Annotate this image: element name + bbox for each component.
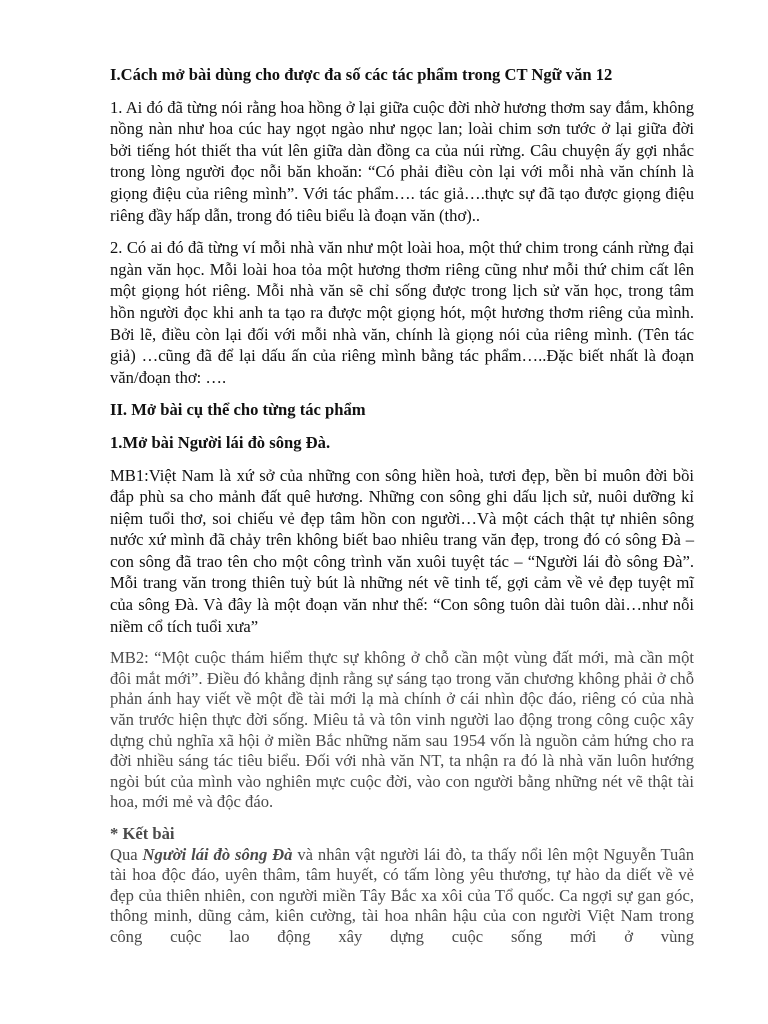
paragraph-opening-1: 1. Ai đó đã từng nói rằng hoa hồng ở lại giữa cuộc đời nhờ hương thơm say đắm, không nồng nàn như hoa cúc hay ngọt ngào như ngọc lan; loài chim sơn tước ở lại giữa đời bởi tiếng hót thiết tha vút lên giữa dàn đồng ca của núi rừng. Câu chuyện ấy gợi nhắc trong lòng người đọc nỗi băn khoăn: “Có phải điều còn lại với mỗi nhà văn chính là giọng điệu của riêng mình”. Với tác phẩm…. tác giả….thực sự đã tạo được giọng điệu riêng đầy hấp dẫn, trong đó tiêu biểu là đoạn văn (thơ).. xyxy=(110,97,694,225)
conclusion-prefix: Qua xyxy=(110,844,143,864)
conclusion-body: và nhân vật người lái đò, ta thấy nổi lên một Nguyễn Tuân tài hoa độc đáo, uyên thâm, tâm huyết, có tấm lòng yêu thương, tự hào da diết về vẻ đẹp của thiên nhiên, con người miền Tây Bắc xa xôi của Tổ quốc. Ca ngợi sự gan góc, thông minh, dũng cảm, kiên cường, tài hoa nhân hậu của con người Việt Nam trong công cuộc lao động xây dựng cuộc sống mới ở vùng xyxy=(110,844,694,946)
document-page xyxy=(110,64,694,948)
paragraph-mb1: MB1:Việt Nam là xứ sở của những con sông hiền hoà, tươi đẹp, bền bỉ muôn đời bồi đắp phù sa cho mảnh đất quê hương. Những con sông ghi dấu lịch sử, nuôi dưỡng kỉ niệm tuổi thơ, soi chiếu vẻ đẹp tâm hồn con người…Và một cách thật tự nhiên sông nước xứ mình đã chảy trên không biết bao nhiêu trang văn đẹp, trong đó có sông Đà – con sông đã trao tên cho một công trình văn xuôi tuyệt tác – “Người lái đò sông Đà”. Mỗi trang văn trong thiên tuỳ bút là những nét vẽ tinh tế, gợi cảm về vẻ đẹp tuyệt mĩ của sông Đà. Và đây là một đoạn văn như thế: “Con sông tuôn dài tuôn dài…như nỗi niềm cổ tích tuổi xưa” xyxy=(110,465,694,636)
conclusion-heading: * Kết bài xyxy=(110,824,175,843)
paragraph-opening-2: 2. Có ai đó đã từng ví mỗi nhà văn như một loài hoa, một thứ chim trong cánh rừng đại ngàn văn học. Mỗi loài hoa tỏa một hương thơm riêng cũng như mỗi thứ chim cất lên một giọng hót riêng. Mỗi nhà văn sẽ chỉ sống được trong lịch sử văn học, trong tâm hồn người đọc khi anh ta tạo ra được một giọng hót, một hương thơm riêng của mình. Bởi lẽ, điều còn lại đối với mỗi nhà văn, chính là giọng nói của riêng mình. (Tên tác giả) …cũng đã để lại dấu ấn của riêng mình bằng tác phẩm…..Đặc biết nhất là đoạn văn/đoạn thơ: …. xyxy=(110,238,694,387)
section-heading-specific-openings: II. Mở bài cụ thể cho từng tác phẩm xyxy=(110,400,366,420)
section-heading-general-openings: I.Cách mở bài dùng cho được đa số các tác phẩm trong CT Ngữ văn 12 xyxy=(110,65,613,84)
conclusion-work-title: Người lái đò sông Đà xyxy=(142,844,293,864)
paragraph-mb2: MB2: “Một cuộc thám hiểm thực sự không ở chỗ cần một vùng đất mới, mà cần một đôi mắt mới”. Điều đó khẳng định rằng sự sáng tạo trong văn chương không phải ở chỗ phản ánh hay viết về một đề tài mới lạ mà chính ở cái nhìn độc đáo, riêng có của nhà văn trước hiện thực đời sống. Miêu tả và tôn vinh người lao động trong công cuộc xây dựng chủ nghĩa xã hội ở miền Bắc những năm sau 1954 vốn là nguồn cảm hứng cho ra đời nhiều sáng tác tiêu biểu. Đối với nhà văn NT, ta nhận ra đó là nhà văn luôn hướng ngòi bút của mình vào nghiên mực cuộc đời, vào con người bằng những nét vẽ thật tài hoa, mới mẻ và độc đáo. xyxy=(110,648,694,812)
subsection-heading-nguoi-lai-do: 1.Mở bài Người lái đò sông Đà. xyxy=(110,432,331,452)
paragraph-conclusion xyxy=(110,845,694,948)
